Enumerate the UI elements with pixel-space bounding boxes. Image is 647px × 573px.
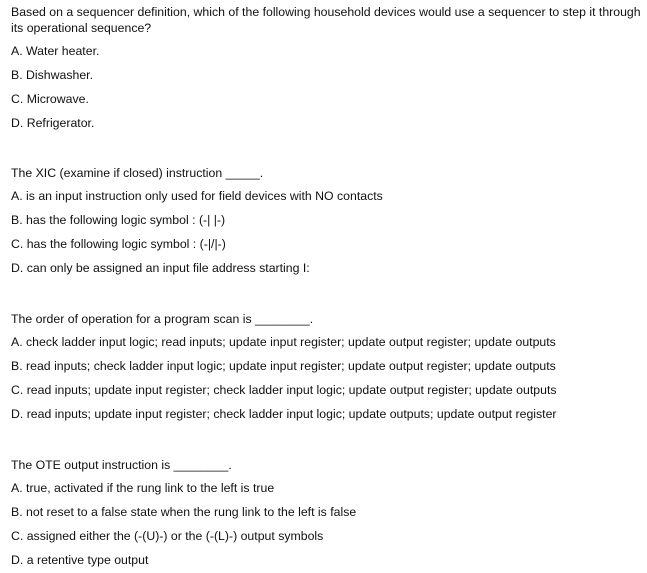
- question-4-option-c: C. assigned either the (-(U)-) or the (-(L)-) output symbols: [11, 529, 324, 543]
- question-3-option-b: B. read inputs; check ladder input logic; update input register; update output register; update outputs: [11, 359, 556, 373]
- question-1-option-a: A. Water heater.: [11, 44, 100, 58]
- question-2-option-a: A. is an input instruction only used for field devices with NO contacts: [11, 189, 383, 203]
- question-3-option-d: D. read inputs; update input register; check ladder input logic; update outputs; update output register: [11, 407, 557, 421]
- question-1: [11, 4, 641, 135]
- question-1-option-b: B. Dishwasher.: [11, 68, 94, 82]
- question-1-stem: Based on a sequencer definition, which of the following household devices would use a sequencer to step it through its operational sequence?: [11, 5, 641, 35]
- question-2-stem: The XIC (examine if closed) instruction _____.: [11, 166, 264, 180]
- question-4-stem: The OTE output instruction is ________.: [11, 458, 232, 472]
- question-1-option-d: D. Refrigerator.: [11, 116, 95, 130]
- question-4-option-a: A. true, activated if the rung link to the left is true: [11, 481, 275, 495]
- question-2-option-c: C. has the following logic symbol : (-|/|-): [11, 237, 226, 251]
- question-2: [11, 165, 641, 280]
- question-2-option-b: B. has the following logic symbol : (-| |-): [11, 213, 226, 227]
- question-2-option-d: D. can only be assigned an input file address starting I:: [11, 261, 310, 275]
- question-3-option-c: C. read inputs; update input register; check ladder input logic; update output register; update outputs: [11, 383, 557, 397]
- question-3-stem: The order of operation for a program scan is ________.: [11, 312, 314, 326]
- question-4-option-d: D. a retentive type output: [11, 553, 149, 567]
- question-4-option-b: B. not reset to a false state when the rung link to the left is false: [11, 505, 357, 519]
- question-4: [11, 457, 641, 572]
- question-3: [11, 311, 641, 426]
- question-3-option-a: A. check ladder input logic; read inputs; update input register; update output register; update outputs: [11, 335, 556, 349]
- question-1-option-c: C. Microwave.: [11, 92, 89, 106]
